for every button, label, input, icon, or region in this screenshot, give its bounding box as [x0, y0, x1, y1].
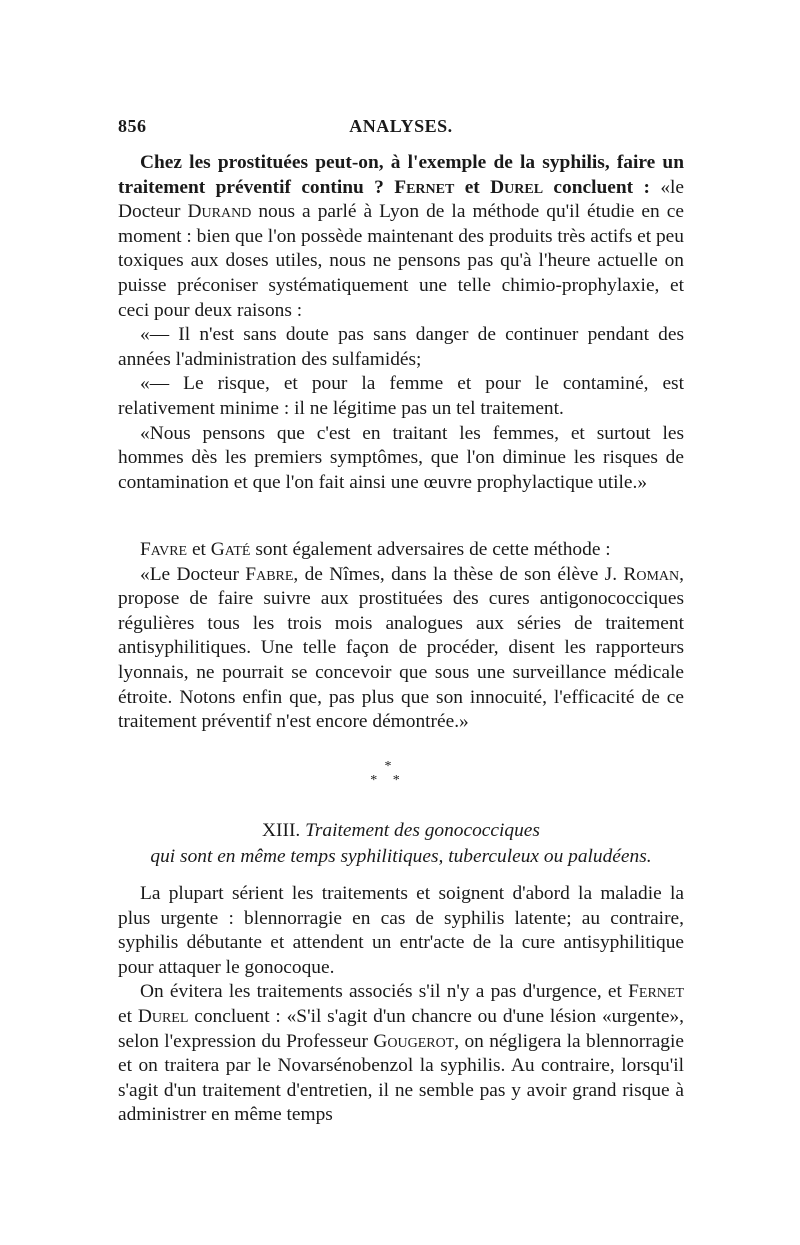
running-title: ANALYSES.: [349, 116, 453, 136]
author-name: Durel: [490, 176, 544, 198]
author-name: Gougerot: [373, 1030, 455, 1052]
paragraph-question: [118, 151, 684, 323]
author-name: Fabre: [245, 563, 294, 585]
paragraph-reason-2: «— Le risque, et pour la femme et pour le contaminé, est relativement minime : il ne légitime pas un tel traitement.: [118, 373, 684, 419]
quote-start: «Le Docteur: [140, 563, 246, 585]
quote-text: concluent : «S'il s'agit d'un chancre ou d'une lésion «urgente», selon l'expression du Professeur: [118, 1005, 685, 1052]
section-heading: [118, 818, 684, 870]
paragraph-adversaries: [118, 538, 684, 563]
section-heading-line-1: [118, 818, 684, 844]
author-name: Fernet: [394, 176, 455, 198]
paragraph-text: On évitera les traitements associés s'il n'y a pas d'urgence, et: [140, 981, 629, 1003]
quote-text: , de Nîmes, dans la thèse de son élève J.: [293, 563, 624, 585]
text-block-associated-treatments: [118, 882, 684, 1128]
section-title-text: Traitement des gonococciques: [305, 820, 540, 841]
conjunction: et: [118, 1005, 138, 1027]
star-bottom: * *: [370, 773, 406, 788]
conjunction: et: [454, 176, 491, 198]
paragraph-conclusion: «Nous pensons que c'est en traitant les femmes, et surtout les hommes dès les premiers symptômes, que l'on diminue les risques de contamination et que l'on fait ainsi une œuvre prophylactique utile.»: [118, 422, 684, 493]
author-name: Fernet: [628, 981, 684, 1003]
verb-text: concluent :: [543, 176, 661, 198]
quote-text: nous a parlé à Lyon de la méthode qu'il étudie en ce moment : bien que l'on possède maintenant des produits très actifs et peu toxiques aux doses utiles, nous ne pensons pas qu'à l'heure actuelle on puisse préconiser systématiquement une telle chimio-prophylaxie, et ceci pour deux raisons :: [118, 201, 684, 321]
paragraph-sequencing: La plupart sérient les traitements et soignent d'abord la maladie la plus urgente : blennorragie en cas de syphilis latente; au contraire, syphilis débutante et attendent un entr'acte de la cure antisyphilitique pour attaquer le gonocoque.: [118, 883, 684, 978]
paragraph-fabre-quote: [118, 563, 684, 735]
section-number: XIII.: [262, 820, 301, 841]
paragraph-reason-1: «— Il n'est sans doute pas sans danger de continuer pendant des années l'administration des sulfamidés;: [118, 324, 684, 370]
paragraph-intro-bold: Chez les prostituées peut-on, à l'exemple de la syphilis, faire un traitement préventif continu ?: [118, 152, 684, 198]
text-block-favre-gate: [118, 538, 684, 735]
asterism-ornament: [368, 760, 408, 794]
author-name: Gaté: [210, 539, 251, 560]
paragraph-text: sont également adversaires de cette méthode :: [250, 539, 611, 560]
star-top: *: [384, 759, 392, 774]
author-name: Favre: [140, 539, 188, 560]
author-name: Roman: [623, 563, 680, 585]
page-number: 856: [118, 116, 147, 136]
author-name: Durel: [137, 1005, 189, 1027]
quote-text: , propose de faire suivre aux prostituées des cures antigonococciques régulières tous les trois mois analogues aux séries de traitement antisyphilitiques. Une telle façon de procéder, disent les rapporteurs lyonnais, ne pourrait se concevoir que sous une surveillance médicale étroite. Notons enfin que, pas plus que son innocuité, l'efficacité de ce traitement préventif n'est encore démontrée.»: [118, 563, 684, 733]
conjunction: et: [187, 539, 211, 560]
author-name: Durand: [187, 201, 252, 223]
quote-start: «le Docteur: [118, 176, 685, 223]
quote-text: , on négligera la blennorragie et on traitera par le Novarsénobenzol la syphilis. Au contraire, lorsqu'il s'agit d'un traitement d'entretien, il ne semble pas y avoir grand risque à administrer en même temps: [118, 1030, 684, 1126]
paragraph-associated: [118, 980, 684, 1128]
text-block-chemoprophylaxis: [118, 151, 684, 495]
section-heading-line-2: qui sont en même temps syphilitiques, tuberculeux ou paludéens.: [150, 846, 652, 867]
running-header: [118, 116, 684, 140]
